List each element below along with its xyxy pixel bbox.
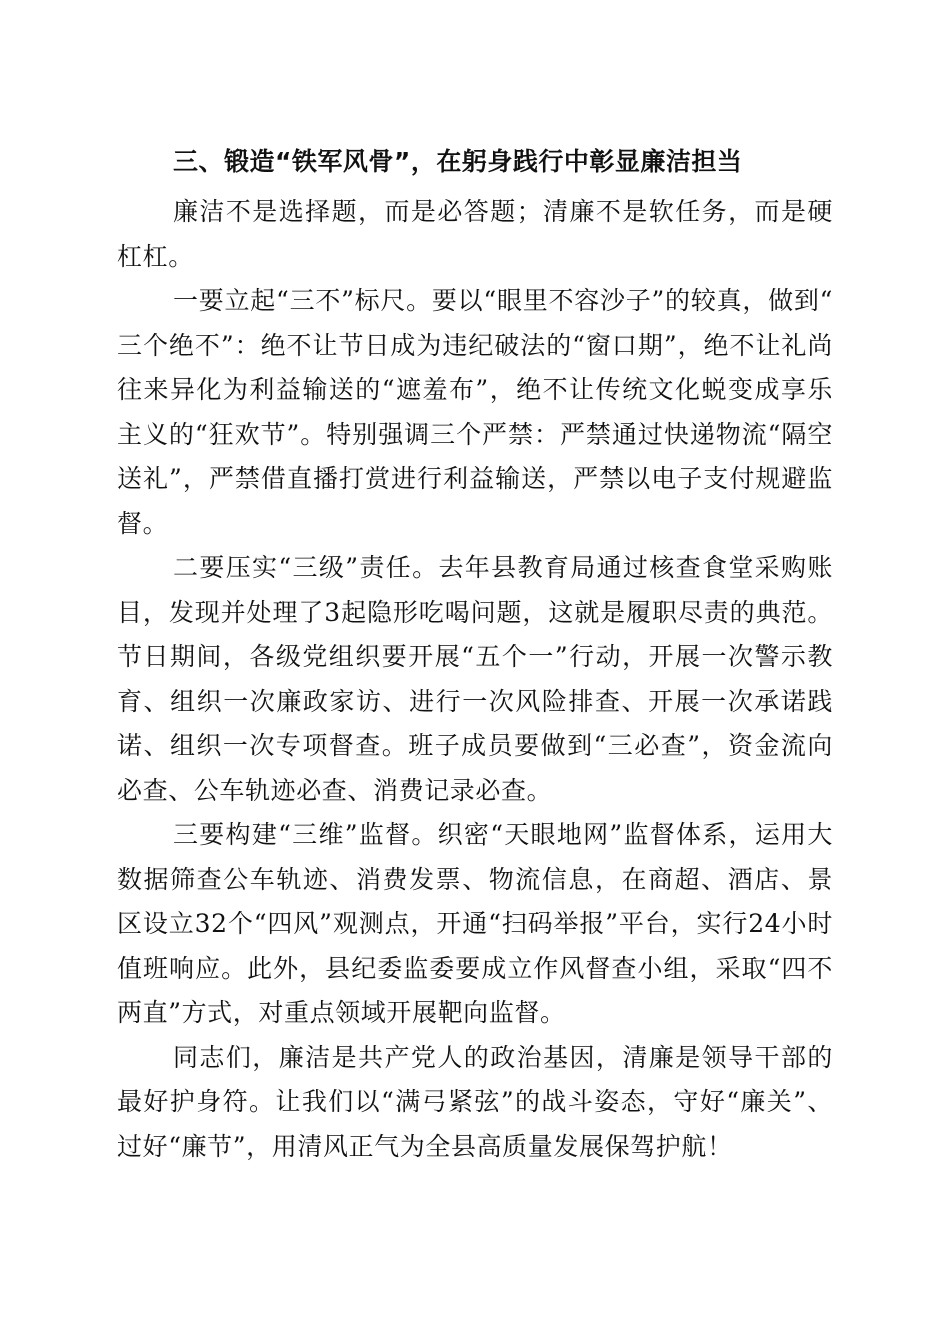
paragraph-intro: 廉洁不是选择题，而是必答题；清廉不是软任务，而是硬杠杠。 [117,197,833,271]
paragraph-three-dimensions: 三要构建“三维”监督。织密“天眼地网”监督体系，运用大数据筛查公车轨迹、消费发票、物流信息，在商超、酒店、景区设立32个“四风”观测点，开通“扫码举报”平台，实行24小时值班响应。此外，县纪委监委要成立作风督查小组，采取“四不两直”方式，对重点领域开展靶向监督。 [117,820,833,1027]
section-heading: 三、锻造“铁军风骨”，在躬身践行中彰显廉洁担当 [173,147,743,176]
paragraph-three-levels: 二要压实“三级”责任。去年县教育局通过核查食堂采购账目，发现并处理了3起隐形吃喝问题，这就是履职尽责的典范。节日期间，各级党组织要开展“五个一”行动，开展一次警示教育、组织一次廉政家访、进行一次风险排查、开展一次承诺践诺、组织一次专项督查。班子成员要做到“三必查”，资金流向必查、公车轨迹必查、消费记录必查。 [117,553,833,805]
document-page [117,140,833,1169]
paragraph-closing: 同志们，廉洁是共产党人的政治基因，清廉是领导干部的最好护身符。让我们以“满弓紧弦”的战斗姿态，守好“廉关”、过好“廉节”，用清风正气为全县高质量发展保驾护航！ [117,1042,833,1161]
paragraph-three-nos: 一要立起“三不”标尺。要以“眼里不容沙子”的较真，做到“三个绝不”：绝不让节日成为违纪破法的“窗口期”，绝不让礼尚往来异化为利益输送的“遮羞布”，绝不让传统文化蜕变成享乐主义的“狂欢节”。特别强调三个严禁：严禁通过快递物流“隔空送礼”，严禁借直播打赏进行利益输送，严禁以电子支付规避监督。 [117,286,833,538]
